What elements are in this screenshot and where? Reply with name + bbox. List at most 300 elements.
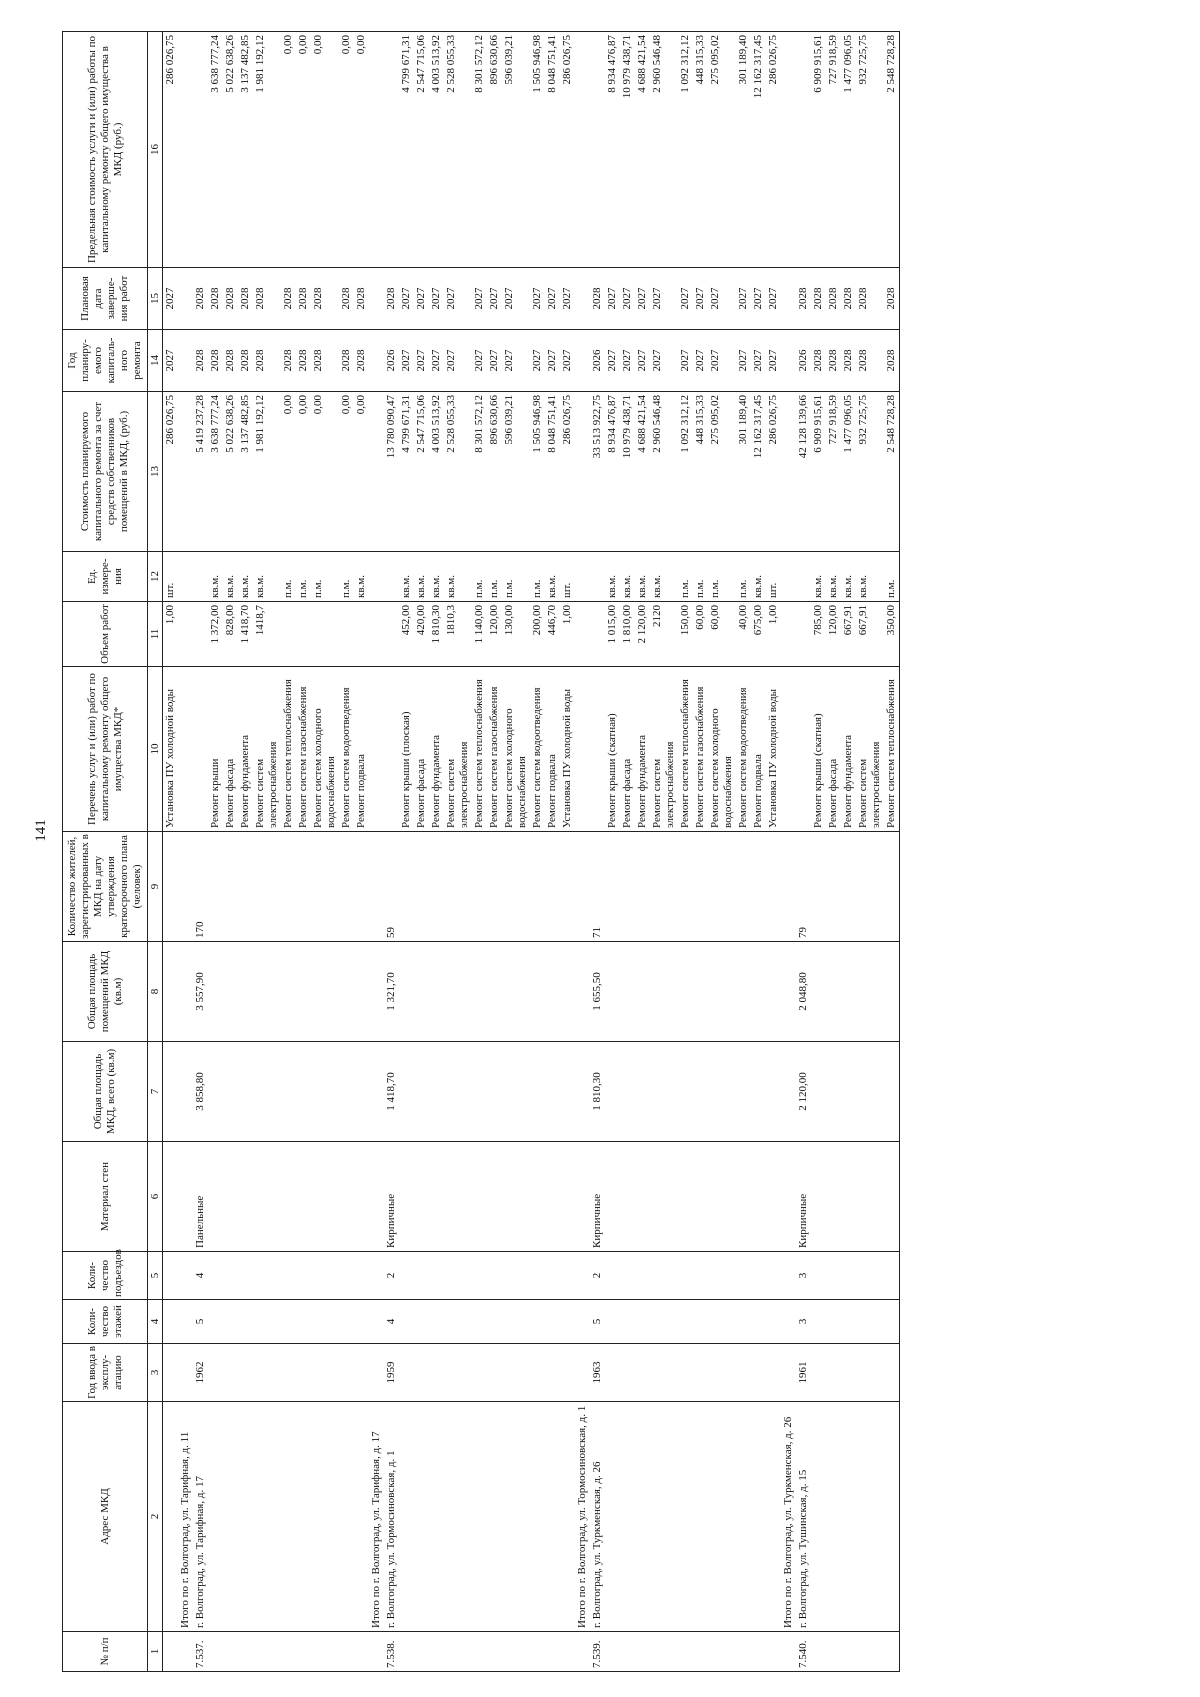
- cell-col-16: 0,00: [281, 32, 296, 268]
- cell-col-14: 2028: [841, 330, 856, 392]
- cell-col-11: [296, 602, 311, 667]
- cell-col-7: 2 120,00: [796, 1042, 811, 1142]
- cell-col-6: [884, 1142, 900, 1252]
- cell-col-8: [502, 942, 530, 1042]
- cell-col-6: [281, 1142, 296, 1252]
- cell-col-3: [560, 1344, 575, 1402]
- cell-col-14: 2027: [414, 330, 429, 392]
- header-cell: Материал стен: [63, 1142, 148, 1252]
- cell-col-15: 2027: [678, 268, 693, 330]
- table-header: [63, 32, 163, 1672]
- cell-col-2: [708, 1402, 736, 1632]
- cell-col-4: [736, 1300, 751, 1344]
- cell-col-13: 0,00: [281, 392, 296, 552]
- cell-col-9: [444, 832, 472, 942]
- cell-col-8: [856, 942, 884, 1042]
- cell-col-6: [545, 1142, 560, 1252]
- column-number-row: [148, 32, 163, 1672]
- header-cell: Стоимость планируемого капитального ремонта за счет средств собственников помещений в МКД, (руб.): [63, 392, 148, 552]
- cell-col-1: [281, 1632, 296, 1672]
- cell-col-5: [530, 1252, 545, 1300]
- cell-col-10: Ремонт систем водоотведения: [736, 667, 751, 832]
- total-row: [575, 32, 590, 1672]
- cell-col-10: Ремонт систем теплоснабжения: [678, 667, 693, 832]
- cell-col-16: 596 039,21: [502, 32, 530, 268]
- cell-col-4: [354, 1300, 369, 1344]
- header-cell: Количество жителей, зарегистрированных в МКД на дату утверждения краткосрочного плана (человек): [63, 832, 148, 942]
- cell-col-13: 4 003 513,92: [429, 392, 444, 552]
- cell-col-1: [223, 1632, 238, 1672]
- cell-col-12: п.м.: [311, 552, 339, 602]
- header-cell: Год планиру-емого капиталь-ного ремонта: [63, 330, 148, 392]
- cell-col-3: [339, 1344, 354, 1402]
- cell-col-13: 13 780 090,47: [384, 392, 399, 552]
- cell-col-3: [693, 1344, 708, 1402]
- cell-col-8: [281, 942, 296, 1042]
- cell-col-7: [530, 1042, 545, 1142]
- cell-col-6: [444, 1142, 472, 1252]
- cell-col-1: [575, 1632, 590, 1672]
- cell-col-11: 1 418,70: [238, 602, 253, 667]
- total-row: [178, 32, 193, 1672]
- cell-col-8: [296, 942, 311, 1042]
- cell-col-4: [429, 1300, 444, 1344]
- cell-col-1: [311, 1632, 339, 1672]
- cell-col-16: 932 725,75: [856, 32, 884, 268]
- cell-col-2: [399, 1402, 414, 1632]
- cell-col-14: 2027: [678, 330, 693, 392]
- cell-col-1: [841, 1632, 856, 1672]
- cell-col-5: [253, 1252, 281, 1300]
- rotated-page: [62, 32, 1162, 1672]
- cell-col-1: [414, 1632, 429, 1672]
- cell-col-2: [545, 1402, 560, 1632]
- cell-col-11: 1810,3: [444, 602, 472, 667]
- cell-col-3: [530, 1344, 545, 1402]
- cell-col-10: Ремонт фундамента: [635, 667, 650, 832]
- cell-col-16: 286 026,75: [766, 32, 781, 268]
- cell-col-5: [856, 1252, 884, 1300]
- cell-col-14: 2028: [208, 330, 223, 392]
- cell-col-13: 8 934 476,87: [605, 392, 620, 552]
- cell-col-8: [354, 942, 369, 1042]
- cell-col-2: [163, 1402, 179, 1632]
- cell-col-15: 2028: [811, 268, 826, 330]
- header-cell: Предельная стоимость услуги и (или) работы по капитальному ремонту общего имущества в МКД (руб.): [63, 32, 148, 268]
- table-row: [163, 32, 179, 1672]
- cell-col-10: Ремонт подвала: [751, 667, 766, 832]
- cell-col-2: [826, 1402, 841, 1632]
- cell-col-8: 1 655,50: [590, 942, 605, 1042]
- cell-col-16: [384, 32, 399, 268]
- cell-col-10: Ремонт систем холодного водоснабжения: [708, 667, 736, 832]
- table-row: [678, 32, 693, 1672]
- cell-col-14: 2028: [281, 330, 296, 392]
- cell-col-10: Ремонт крыши (скатная): [605, 667, 620, 832]
- cell-col-16: 2 548 728,28: [884, 32, 900, 268]
- table-row: [884, 32, 900, 1672]
- cell-col-14: [575, 330, 590, 392]
- cell-col-14: 2028: [826, 330, 841, 392]
- cell-col-8: [253, 942, 281, 1042]
- cell-col-7: [605, 1042, 620, 1142]
- cell-col-12: п.м.: [693, 552, 708, 602]
- cell-col-3: [575, 1344, 590, 1402]
- cell-col-2: [238, 1402, 253, 1632]
- cell-col-13: 2 960 546,48: [650, 392, 678, 552]
- cell-col-15: 2027: [766, 268, 781, 330]
- cell-col-3: [650, 1344, 678, 1402]
- cell-col-12: кв.м.: [545, 552, 560, 602]
- cell-col-12: п.м.: [708, 552, 736, 602]
- column-number: 16: [148, 32, 163, 268]
- column-number: 11: [148, 602, 163, 667]
- cell-col-1: [635, 1632, 650, 1672]
- cell-col-8: [766, 942, 781, 1042]
- table-row: [208, 32, 223, 1672]
- table-row: [223, 32, 238, 1672]
- cell-col-5: [208, 1252, 223, 1300]
- cell-col-16: 5 022 638,26: [223, 32, 238, 268]
- cell-col-3: [545, 1344, 560, 1402]
- cell-col-12: п.м.: [502, 552, 530, 602]
- cell-col-15: 2027: [751, 268, 766, 330]
- cell-col-6: [223, 1142, 238, 1252]
- cell-col-4: 4: [384, 1300, 399, 1344]
- cell-col-3: [736, 1344, 751, 1402]
- cell-col-7: [178, 1042, 193, 1142]
- cell-col-7: [399, 1042, 414, 1142]
- cell-col-16: 3 137 482,85: [238, 32, 253, 268]
- cell-col-13: 0,00: [354, 392, 369, 552]
- cell-col-1: [693, 1632, 708, 1672]
- cell-col-1: [238, 1632, 253, 1672]
- cell-col-11: 1,00: [560, 602, 575, 667]
- table-row: [444, 32, 472, 1672]
- cell-col-15: 2027: [163, 268, 179, 330]
- cell-col-6: [635, 1142, 650, 1252]
- cell-col-9: [429, 832, 444, 942]
- cell-col-12: [575, 552, 590, 602]
- cell-col-7: [811, 1042, 826, 1142]
- cell-col-14: 2027: [399, 330, 414, 392]
- cell-col-11: [575, 602, 590, 667]
- cell-col-15: 2028: [193, 268, 208, 330]
- cell-col-11: 1418,7: [253, 602, 281, 667]
- cell-col-13: 0,00: [296, 392, 311, 552]
- cell-col-11: 200,00: [530, 602, 545, 667]
- cell-col-1: 7.538.: [384, 1632, 399, 1672]
- cell-col-1: [530, 1632, 545, 1672]
- cell-col-1: [253, 1632, 281, 1672]
- cell-col-6: [399, 1142, 414, 1252]
- cell-col-15: 2027: [736, 268, 751, 330]
- cell-col-4: 5: [193, 1300, 208, 1344]
- cell-col-5: [650, 1252, 678, 1300]
- cell-col-10: Ремонт фасада: [414, 667, 429, 832]
- cell-col-8: 1 321,70: [384, 942, 399, 1042]
- cell-col-4: [841, 1300, 856, 1344]
- cell-col-9: [560, 832, 575, 942]
- cell-col-2: [487, 1402, 502, 1632]
- cell-col-7: [472, 1042, 487, 1142]
- cell-col-6: [472, 1142, 487, 1252]
- cell-col-5: [178, 1252, 193, 1300]
- cell-col-16: [590, 32, 605, 268]
- cell-col-13: 10 979 438,71: [620, 392, 635, 552]
- cell-col-6: Кирпичные: [796, 1142, 811, 1252]
- cell-col-7: [766, 1042, 781, 1142]
- table-row: [429, 32, 444, 1672]
- cell-col-6: [414, 1142, 429, 1252]
- cell-col-11: 667,91: [841, 602, 856, 667]
- table-row: [796, 32, 811, 1672]
- cell-col-14: 2027: [650, 330, 678, 392]
- cell-col-5: [223, 1252, 238, 1300]
- cell-col-14: 2028: [311, 330, 339, 392]
- cell-col-3: [472, 1344, 487, 1402]
- cell-col-9: [223, 832, 238, 942]
- cell-col-2: Итого по г. Волгоград, ул. Тарифная, д. 17: [369, 1402, 384, 1632]
- cell-col-9: [339, 832, 354, 942]
- cell-col-15: 2028: [796, 268, 811, 330]
- cell-col-2: г. Волгоград, ул. Туркменская, д. 26: [590, 1402, 605, 1632]
- cell-col-2: [472, 1402, 487, 1632]
- cell-col-13: 932 725,75: [856, 392, 884, 552]
- cell-col-12: шт.: [766, 552, 781, 602]
- cell-col-5: [281, 1252, 296, 1300]
- cell-col-6: Кирпичные: [590, 1142, 605, 1252]
- cell-col-12: кв.м.: [223, 552, 238, 602]
- cell-col-8: [472, 942, 487, 1042]
- cell-col-11: 60,00: [693, 602, 708, 667]
- table-row: [545, 32, 560, 1672]
- cell-col-4: [178, 1300, 193, 1344]
- column-number: 5: [148, 1252, 163, 1300]
- cell-col-6: [530, 1142, 545, 1252]
- cell-col-3: [620, 1344, 635, 1402]
- cell-col-11: 40,00: [736, 602, 751, 667]
- cell-col-10: Установка ПУ холодной воды: [163, 667, 179, 832]
- cell-col-10: Ремонт систем холодного водоснабжения: [311, 667, 339, 832]
- header-cell: Объем работ: [63, 602, 148, 667]
- cell-col-1: [678, 1632, 693, 1672]
- header-cell: Ед. измере-ния: [63, 552, 148, 602]
- cell-col-5: [487, 1252, 502, 1300]
- cell-col-13: [575, 392, 590, 552]
- cell-col-12: кв.м.: [856, 552, 884, 602]
- cell-col-15: 2028: [311, 268, 339, 330]
- cell-col-12: кв.м.: [620, 552, 635, 602]
- header-cell: Адрес МКД: [63, 1402, 148, 1632]
- cell-col-11: 1 140,00: [472, 602, 487, 667]
- cell-col-9: [811, 832, 826, 942]
- cell-col-7: [545, 1042, 560, 1142]
- cell-col-13: 4 688 421,54: [635, 392, 650, 552]
- cell-col-12: [384, 552, 399, 602]
- cell-col-4: [575, 1300, 590, 1344]
- cell-col-14: 2027: [693, 330, 708, 392]
- cell-col-9: [178, 832, 193, 942]
- cell-col-6: [429, 1142, 444, 1252]
- cell-col-12: п.м.: [281, 552, 296, 602]
- cell-col-9: [826, 832, 841, 942]
- cell-col-5: 3: [796, 1252, 811, 1300]
- cell-col-8: [781, 942, 796, 1042]
- cell-col-2: [560, 1402, 575, 1632]
- cell-col-7: [736, 1042, 751, 1142]
- cell-col-3: [884, 1344, 900, 1402]
- cell-col-3: [311, 1344, 339, 1402]
- cell-col-14: 2027: [708, 330, 736, 392]
- cell-col-15: [781, 268, 796, 330]
- column-number: 6: [148, 1142, 163, 1252]
- cell-col-12: п.м.: [678, 552, 693, 602]
- cell-col-7: [884, 1042, 900, 1142]
- cell-col-4: [693, 1300, 708, 1344]
- cell-col-3: [354, 1344, 369, 1402]
- cell-col-10: [590, 667, 605, 832]
- cell-col-16: 8 048 751,41: [545, 32, 560, 268]
- cell-col-11: [281, 602, 296, 667]
- table-row: [311, 32, 339, 1672]
- cell-col-13: 3 137 482,85: [238, 392, 253, 552]
- cell-col-1: 7.537.: [193, 1632, 208, 1672]
- cell-col-12: кв.м.: [444, 552, 472, 602]
- cell-col-16: [193, 32, 208, 268]
- cell-col-2: Итого по г. Волгоград, ул. Тормосиновская, д. 1: [575, 1402, 590, 1632]
- cell-col-11: 130,00: [502, 602, 530, 667]
- table-body: [163, 32, 900, 1672]
- cell-col-4: [811, 1300, 826, 1344]
- cell-col-15: 2027: [560, 268, 575, 330]
- cell-col-1: [811, 1632, 826, 1672]
- cell-col-1: [399, 1632, 414, 1672]
- cell-col-14: 2028: [856, 330, 884, 392]
- cell-col-4: [238, 1300, 253, 1344]
- cell-col-1: [502, 1632, 530, 1672]
- cell-col-9: [281, 832, 296, 942]
- cell-col-10: Ремонт систем газоснабжения: [487, 667, 502, 832]
- cell-col-11: 785,00: [811, 602, 826, 667]
- header-cell: Перечень услуг и (или) работ по капитальному ремонту общего имущества МКД*: [63, 667, 148, 832]
- table-row: [620, 32, 635, 1672]
- cell-col-5: [826, 1252, 841, 1300]
- cell-col-4: [223, 1300, 238, 1344]
- cell-col-8: [678, 942, 693, 1042]
- cell-col-11: 452,00: [399, 602, 414, 667]
- table-row: [384, 32, 399, 1672]
- cell-col-10: Установка ПУ холодной воды: [560, 667, 575, 832]
- cell-col-6: [620, 1142, 635, 1252]
- cell-col-5: 2: [384, 1252, 399, 1300]
- page-number: 141: [32, 819, 49, 842]
- table-row: [296, 32, 311, 1672]
- cell-col-4: [545, 1300, 560, 1344]
- cell-col-15: 2027: [545, 268, 560, 330]
- cell-col-5: [238, 1252, 253, 1300]
- cell-col-8: [339, 942, 354, 1042]
- cell-col-2: [620, 1402, 635, 1632]
- table-row: [766, 32, 781, 1672]
- cell-col-5: [708, 1252, 736, 1300]
- cell-col-13: 1 092 312,12: [678, 392, 693, 552]
- table-row: [502, 32, 530, 1672]
- cell-col-5: [575, 1252, 590, 1300]
- cell-col-7: [369, 1042, 384, 1142]
- cell-col-2: [339, 1402, 354, 1632]
- cell-col-7: [693, 1042, 708, 1142]
- cell-col-13: 1 477 096,05: [841, 392, 856, 552]
- cell-col-13: 1 505 946,98: [530, 392, 545, 552]
- cell-col-5: [620, 1252, 635, 1300]
- cell-col-11: 420,00: [414, 602, 429, 667]
- cell-col-5: [429, 1252, 444, 1300]
- cell-col-14: [781, 330, 796, 392]
- cell-col-9: [708, 832, 736, 942]
- cell-col-16: 1 505 946,98: [530, 32, 545, 268]
- column-number: 9: [148, 832, 163, 942]
- cell-col-10: [575, 667, 590, 832]
- cell-col-13: 12 162 317,45: [751, 392, 766, 552]
- header-cell: Год ввода в эксплу-атацию: [63, 1344, 148, 1402]
- cell-col-6: [811, 1142, 826, 1252]
- cell-col-2: [281, 1402, 296, 1632]
- cell-col-8: [811, 942, 826, 1042]
- cell-col-12: п.м.: [339, 552, 354, 602]
- cell-col-5: 4: [193, 1252, 208, 1300]
- cell-col-13: 8 301 572,12: [472, 392, 487, 552]
- cell-col-9: [311, 832, 339, 942]
- cell-col-16: 6 909 915,61: [811, 32, 826, 268]
- cell-col-5: [781, 1252, 796, 1300]
- cell-col-9: [354, 832, 369, 942]
- cell-col-4: [163, 1300, 179, 1344]
- cell-col-9: [296, 832, 311, 942]
- cell-col-10: Ремонт систем теплоснабжения: [472, 667, 487, 832]
- cell-col-16: 275 095,02: [708, 32, 736, 268]
- cell-col-6: [575, 1142, 590, 1252]
- cell-col-6: [339, 1142, 354, 1252]
- column-number: 15: [148, 268, 163, 330]
- cell-col-16: 448 315,33: [693, 32, 708, 268]
- cell-col-16: [575, 32, 590, 268]
- cell-col-13: 448 315,33: [693, 392, 708, 552]
- cell-col-15: 2028: [590, 268, 605, 330]
- cell-col-8: [751, 942, 766, 1042]
- cell-col-4: 3: [796, 1300, 811, 1344]
- cell-col-1: [605, 1632, 620, 1672]
- cell-col-3: [841, 1344, 856, 1402]
- cell-col-12: [590, 552, 605, 602]
- cell-col-2: Итого по г. Волгоград, ул. Тарифная, д. 11: [178, 1402, 193, 1632]
- cell-col-2: [502, 1402, 530, 1632]
- cell-col-11: 120,00: [826, 602, 841, 667]
- cell-col-15: 2028: [223, 268, 238, 330]
- cell-col-14: 2027: [429, 330, 444, 392]
- cell-col-15: 2027: [487, 268, 502, 330]
- cell-col-15: 2027: [693, 268, 708, 330]
- cell-col-1: 7.539.: [590, 1632, 605, 1672]
- cell-col-7: [826, 1042, 841, 1142]
- cell-col-2: [296, 1402, 311, 1632]
- cell-col-12: кв.м.: [238, 552, 253, 602]
- cell-col-13: 286 026,75: [560, 392, 575, 552]
- cell-col-10: Ремонт систем холодного водоснабжения: [502, 667, 530, 832]
- cell-col-12: п.м.: [296, 552, 311, 602]
- cell-col-5: [311, 1252, 339, 1300]
- cell-col-10: Ремонт крыши (плоская): [399, 667, 414, 832]
